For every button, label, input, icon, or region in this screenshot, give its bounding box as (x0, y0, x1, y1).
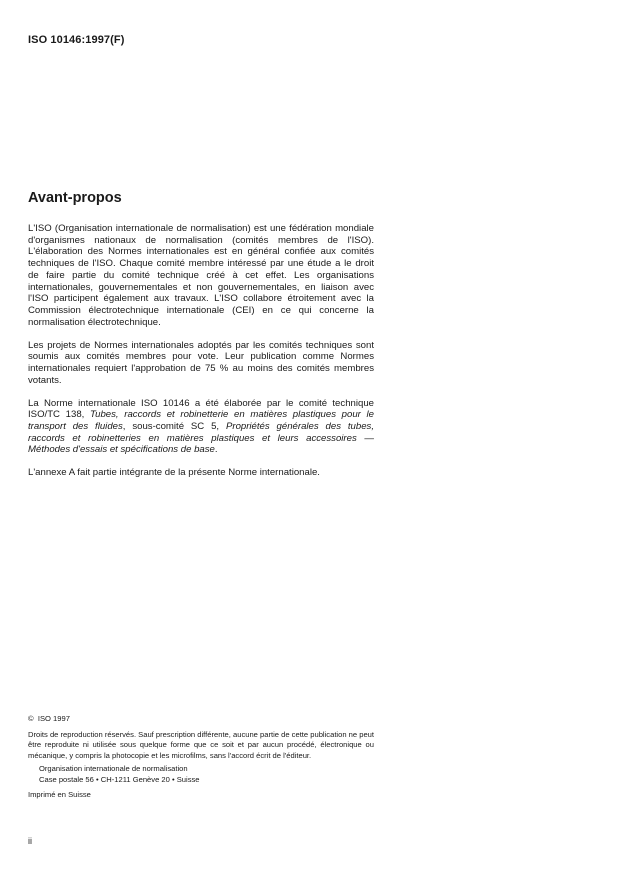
sc-title: Propriétés générales des tubes, raccords et robinetteries en matières plastiques et leurs accessoires — Méthodes d'essais et spécifications de base (28, 420, 375, 456)
page-title: Avant-propos (28, 190, 122, 206)
printed-in: Imprimé en Suisse (28, 789, 91, 799)
paragraph-3-mid: , sous-comité SC 5, (122, 420, 226, 432)
page-number: ii (28, 836, 32, 846)
document-header: ISO 10146:1997(F) (28, 34, 125, 46)
publisher-postal: Case postale 56 • CH-1211 Genève 20 • Suisse (39, 774, 200, 784)
foreword-body (28, 223, 374, 490)
paragraph-1: L'ISO (Organisation internationale de normalisation) est une fédération mondiale d'organismes nationaux de normalisation (comités membres de l'ISO). L'élaboration des Normes internationales est en général confiée aux comités techniques de l'ISO. Chaque comité membre intéressé par une étude a le droit de faire partie du comité technique créé à cet effet. Les organisations internationales, gouvernementales et non gouvernementales, en liaison avec l'ISO participent également aux travaux. L'ISO collabore étroitement avec la Commission électrotechnique internationale (CEI) en ce qui concerne la normalisation électrotechnique. (28, 223, 374, 328)
copyright-year: ISO 1997 (37, 714, 70, 723)
publisher-org: Organisation internationale de normalisation (39, 764, 188, 774)
tc-title: Tubes, raccords et robinetterie en matières plastiques pour le transport des fluides (28, 409, 374, 432)
paragraph-3 (28, 398, 374, 457)
copyright-block (28, 714, 374, 800)
copyright-line (28, 714, 374, 725)
paragraph-2: Les projets de Normes internationales adoptés par les comités techniques sont soumis aux comités membres pour vote. Leur publication comme Normes internationales requiert l'approbation de 75 % au moins des comités membres votants. (28, 339, 374, 386)
paragraph-4: L'annexe A fait partie intégrante de la présente Norme internationale. (28, 467, 320, 479)
paragraph-3-end: . (214, 444, 218, 456)
rights-notice: Droits de reproduction réservés. Sauf prescription différente, aucune partie de cette publication ne peut être reproduite ni utilisée sous quelque forme que ce soit et par aucun procédé, électronique ou mécanique, y compris la photocopie et les microfilms, sans l'accord écrit de l'éditeur. (28, 729, 375, 760)
publisher-address (28, 764, 374, 785)
copyright-symbol: © (28, 714, 34, 723)
paragraph-3-intro: La Norme internationale ISO 10146 a été élaborée par le comité technique ISO/TC 138, (28, 397, 374, 421)
